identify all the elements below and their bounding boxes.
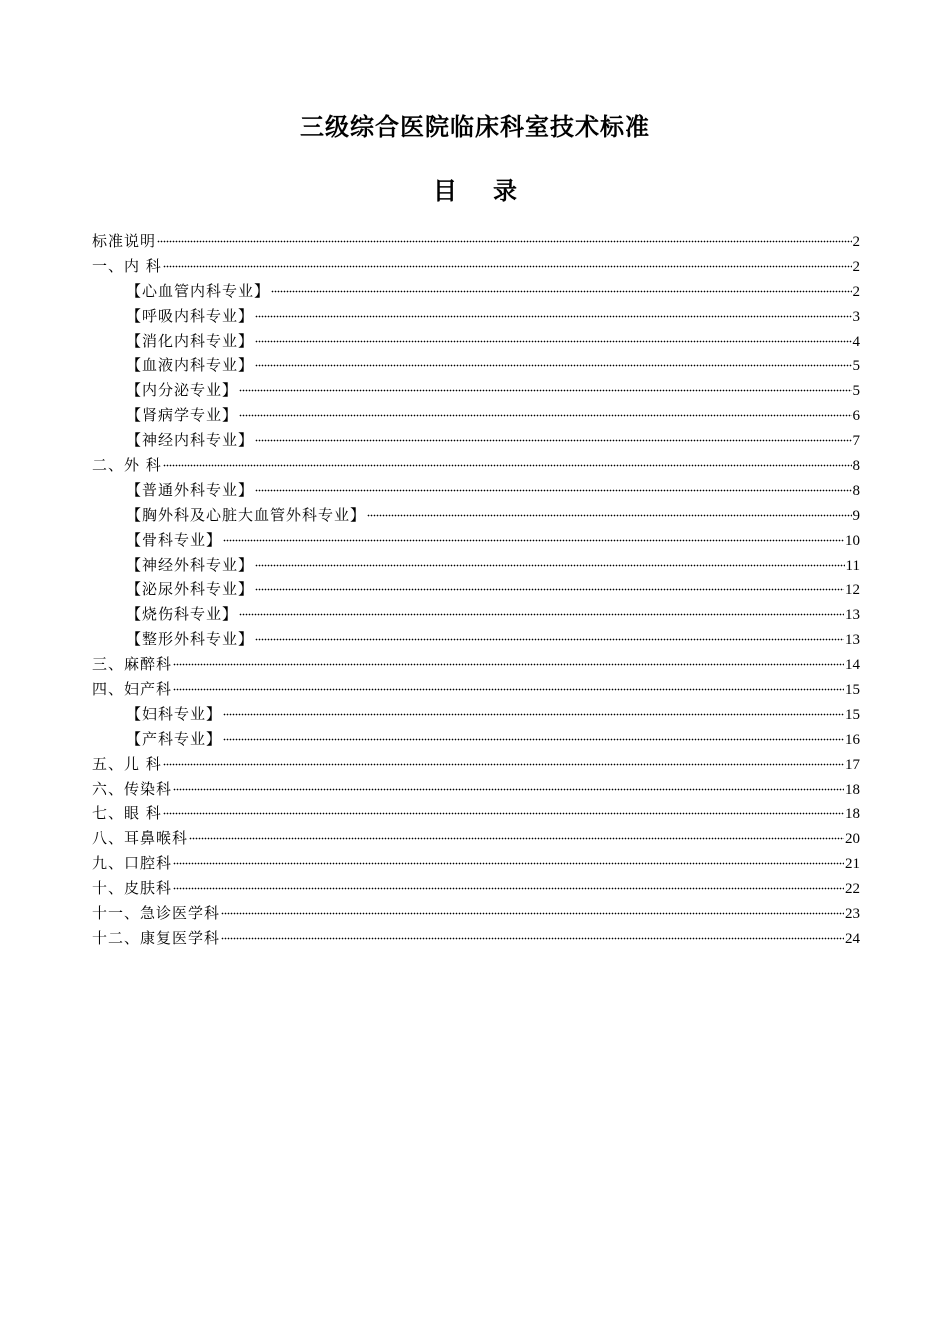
toc-entry-page-number: 3 [852,308,860,325]
toc-entry-page-number: 2 [852,234,860,250]
toc-entry-label: 【心血管内科专业】 [126,281,271,300]
toc-entry[interactable] [92,652,860,677]
toc-heading-right: 录 [493,176,517,205]
table-of-contents [92,229,860,951]
toc-entry-label: 八、耳鼻喉科 [92,829,189,848]
toc-entry[interactable] [92,229,860,254]
toc-entry-page-number: 18 [845,781,860,798]
toc-entry-label: 【肾病学专业】 [126,406,239,425]
toc-entry-label: 【产科专业】 [126,729,223,748]
toc-leader-dots [221,937,844,940]
toc-entry-page-number: 23 [845,906,860,923]
toc-entry[interactable] [92,428,860,453]
toc-leader-dots [189,837,844,840]
toc-leader-dots [367,514,851,517]
toc-entry-label: 十二、康复医学科 [92,928,221,947]
toc-entry-label: 【骨科专业】 [126,530,223,549]
toc-entry-page-number: 15 [845,682,860,699]
toc-entry[interactable] [92,876,860,901]
toc-leader-dots [173,887,844,890]
toc-entry-page-number: 16 [845,731,860,748]
toc-entry-label: 五、儿 科 [92,754,162,773]
toc-entry-label: 【整形外科专业】 [126,630,255,649]
toc-leader-dots [255,489,851,492]
toc-leader-dots [255,588,844,591]
toc-entry[interactable] [92,503,860,528]
toc-entry-label: 四、妇产科 [92,680,173,699]
toc-entry[interactable] [92,752,860,777]
toc-entry-label: 二、外 科 [92,456,162,475]
toc-leader-dots [255,439,851,442]
toc-entry[interactable] [92,304,860,329]
toc-entry-label: 一、内 科 [92,256,162,275]
toc-entry[interactable] [92,851,860,876]
toc-entry[interactable] [92,801,860,826]
toc-entry-page-number: 22 [845,881,860,898]
toc-entry-page-number: 21 [845,856,860,873]
toc-leader-dots [255,364,851,367]
toc-heading [0,174,950,208]
toc-leader-dots [223,738,844,741]
toc-entry[interactable] [92,627,860,652]
toc-leader-dots [163,763,844,766]
toc-entry-page-number: 8 [852,458,860,475]
toc-entry-label: 七、眼 科 [92,804,162,823]
toc-entry[interactable] [92,677,860,702]
toc-entry[interactable] [92,577,860,602]
toc-leader-dots [239,389,851,392]
toc-entry-page-number: 4 [852,333,860,350]
toc-leader-dots [255,315,851,318]
toc-entry[interactable] [92,602,860,627]
toc-entry[interactable] [92,453,860,478]
toc-leader-dots [255,340,851,343]
toc-entry[interactable] [92,777,860,802]
toc-entry-label: 九、口腔科 [92,854,173,873]
toc-entry[interactable] [92,378,860,403]
toc-entry-page-number: 15 [845,706,860,723]
toc-entry-label: 【呼吸内科专业】 [126,306,255,325]
toc-leader-dots [173,663,844,666]
toc-entry-label: 六、传染科 [92,779,173,798]
toc-entry-page-number: 9 [852,507,860,524]
toc-entry[interactable] [92,478,860,503]
toc-entry-page-number: 7 [852,433,860,450]
toc-entry[interactable] [92,279,860,304]
toc-entry[interactable] [92,353,860,378]
toc-entry[interactable] [92,702,860,727]
toc-leader-dots [173,862,844,865]
toc-entry-page-number: 5 [852,383,860,400]
toc-entry-label: 【普通外科专业】 [126,480,255,499]
toc-entry[interactable] [92,901,860,926]
toc-entry-label: 标准说明 [92,232,157,250]
toc-entry-page-number: 17 [845,756,860,773]
toc-entry-label: 【妇科专业】 [126,704,223,723]
toc-leader-dots [271,290,851,293]
toc-entry-label: 十、皮肤科 [92,879,173,898]
toc-leader-dots [173,688,844,691]
toc-entry-label: 【烧伤科专业】 [126,605,239,624]
toc-leader-dots [239,414,851,417]
toc-leader-dots [163,812,844,815]
toc-entry[interactable] [92,254,860,279]
toc-entry-page-number: 8 [852,482,860,499]
toc-leader-dots [255,638,844,641]
toc-heading-left: 目 [433,176,457,205]
toc-entry-label: 【泌尿外科专业】 [126,580,255,599]
toc-leader-dots [163,464,852,467]
toc-entry-page-number: 2 [852,258,860,275]
toc-leader-dots [223,713,844,716]
toc-entry-label: 【消化内科专业】 [126,331,255,350]
toc-leader-dots [163,265,852,268]
toc-leader-dots [239,613,844,616]
toc-entry-page-number: 18 [845,806,860,823]
toc-entry-page-number: 13 [845,632,860,649]
page-title: 三级综合医院临床科室技术标准 [300,112,650,141]
toc-entry[interactable] [92,727,860,752]
toc-entry-label: 三、麻醉科 [92,655,173,674]
toc-entry-page-number: 13 [845,607,860,624]
toc-leader-dots [173,788,844,791]
toc-leader-dots [223,539,844,542]
toc-entry-page-number: 24 [845,930,860,947]
toc-entry-label: 【神经外科专业】 [126,555,255,574]
toc-entry-label: 【胸外科及心脏大血管外科专业】 [126,505,367,524]
toc-entry-page-number: 14 [845,657,860,674]
toc-entry[interactable] [92,926,860,951]
toc-entry-page-number: 5 [852,358,860,375]
toc-entry[interactable] [92,553,860,578]
toc-entry[interactable] [92,403,860,428]
toc-entry[interactable] [92,826,860,851]
toc-entry-label: 【神经内科专业】 [126,431,255,450]
toc-entry-page-number: 6 [852,408,860,425]
toc-entry-page-number: 20 [845,831,860,848]
toc-entry-page-number: 10 [845,532,860,549]
toc-leader-dots [157,240,851,243]
toc-entry-label: 十一、急诊医学科 [92,904,221,923]
toc-entry-page-number: 12 [845,582,860,599]
toc-entry-label: 【内分泌专业】 [126,381,239,400]
toc-entry[interactable] [92,528,860,553]
toc-entry-page-number: 11 [845,557,860,574]
toc-entry[interactable] [92,329,860,354]
toc-entry-page-number: 2 [852,283,860,300]
toc-entry-label: 【血液内科专业】 [126,356,255,375]
toc-leader-dots [255,564,845,567]
toc-leader-dots [221,912,844,915]
